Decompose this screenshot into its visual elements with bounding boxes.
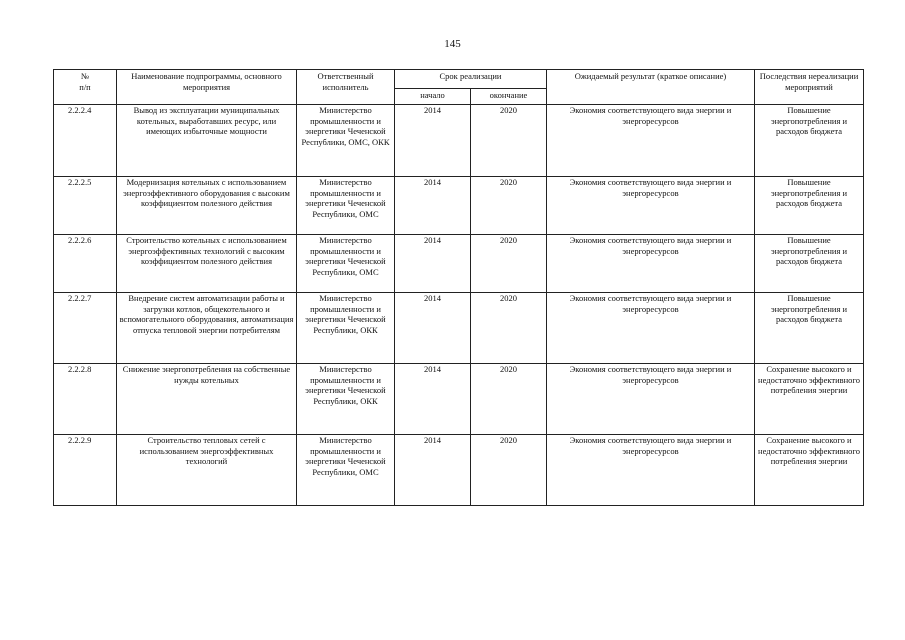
row-consequences: Сохранение высокого и недостаточно эффективного потребления энергии [755,435,864,506]
header-consequences: Последствия нереализации мероприятий [755,70,864,105]
header-name: Наименование подпрограммы, основного мероприятия [117,70,297,105]
row-executor: Министерство промышленности и энергетики Чеченской Республики, ОМС [297,435,395,506]
row-end: 2020 [471,177,547,235]
row-executor: Министерство промышленности и энергетики Чеченской Республики, ОКК [297,293,395,364]
row-consequences: Повышение энергопотребления и расходов бюджета [755,235,864,293]
row-start: 2014 [395,435,471,506]
row-executor: Министерство промышленности и энергетики Чеченской Республики, ОМС [297,235,395,293]
row-consequences: Повышение энергопотребления и расходов бюджета [755,177,864,235]
table-header-row [54,70,864,89]
row-name: Снижение энергопотребления на собственные нужды котельных [117,364,297,435]
row-name: Внедрение систем автоматизации работы и загрузки котлов, общекотельного и вспомогательного оборудования, автоматизация отпуска тепловой энергии потребителям [117,293,297,364]
row-name: Строительство тепловых сетей с использованием энергоэффективных технологий [117,435,297,506]
row-end: 2020 [471,435,547,506]
row-consequences: Повышение энергопотребления и расходов бюджета [755,105,864,177]
page-number: 145 [444,38,461,50]
row-num: 2.2.2.7 [54,293,117,364]
row-end: 2020 [471,293,547,364]
table-row [54,105,864,177]
table-row [54,293,864,364]
header-executor: Ответственный исполнитель [297,70,395,105]
row-consequences: Сохранение высокого и недостаточно эффективного потребления энергии [755,364,864,435]
header-period: Срок реализации [395,70,547,89]
row-name: Вывод из эксплуатации муниципальных котельных, выработавших ресурс, или имеющих избыточные мощности [117,105,297,177]
row-result: Экономия соответствующего вида энергии и энергоресурсов [547,235,755,293]
row-start: 2014 [395,235,471,293]
row-end: 2020 [471,235,547,293]
row-num: 2.2.2.4 [54,105,117,177]
row-num: 2.2.2.6 [54,235,117,293]
row-num: 2.2.2.5 [54,177,117,235]
row-result: Экономия соответствующего вида энергии и энергоресурсов [547,364,755,435]
row-result: Экономия соответствующего вида энергии и энергоресурсов [547,105,755,177]
row-name: Модернизация котельных с использованием энергоэффективного оборудования с высоким коэффициентом полезного действия [117,177,297,235]
row-result: Экономия соответствующего вида энергии и энергоресурсов [547,177,755,235]
row-executor: Министерство промышленности и энергетики Чеченской Республики, ОКК [297,364,395,435]
row-name: Строительство котельных с использованием энергоэффективных технологий с высоким коэффициентом полезного действия [117,235,297,293]
table-row [54,435,864,506]
table-row [54,364,864,435]
row-executor: Министерство промышленности и энергетики Чеченской Республики, ОМС [297,177,395,235]
header-result: Ожидаемый результат (краткое описание) [547,70,755,105]
row-start: 2014 [395,364,471,435]
header-start: начало [395,89,471,105]
row-num: 2.2.2.9 [54,435,117,506]
row-start: 2014 [395,293,471,364]
row-result: Экономия соответствующего вида энергии и энергоресурсов [547,293,755,364]
row-end: 2020 [471,364,547,435]
row-start: 2014 [395,177,471,235]
activities-table [53,69,864,506]
row-result: Экономия соответствующего вида энергии и энергоресурсов [547,435,755,506]
table-row [54,177,864,235]
row-start: 2014 [395,105,471,177]
row-num: 2.2.2.8 [54,364,117,435]
header-end: окончание [471,89,547,105]
row-consequences: Повышение энергопотребления и расходов бюджета [755,293,864,364]
row-end: 2020 [471,105,547,177]
table-row [54,235,864,293]
row-executor: Министерство промышленности и энергетики Чеченской Республики, ОМС, ОКК [297,105,395,177]
header-num: № п/п [54,70,117,105]
